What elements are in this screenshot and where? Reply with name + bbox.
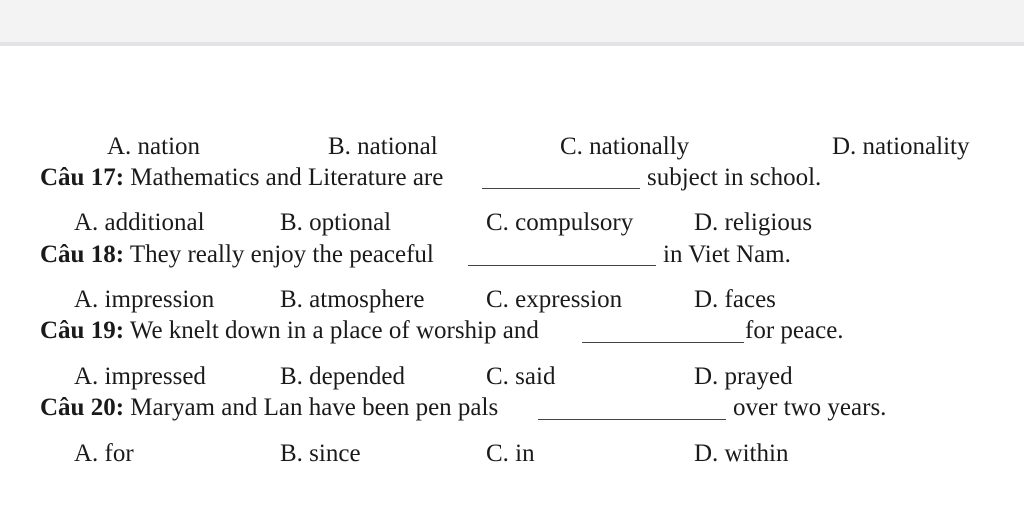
question-17-text-before: Mathematics and Literature are	[130, 164, 444, 191]
question-19-text-before: We knelt down in a place of worship and	[129, 317, 539, 344]
question-19-text-after: for peace.	[745, 317, 844, 344]
question-18-text-before: They really enjoy the peaceful	[129, 241, 434, 268]
answer-blank-17	[482, 188, 640, 189]
option-c: C. nationally	[560, 133, 690, 160]
option-b: B. since	[280, 440, 361, 467]
answer-blank-18	[468, 265, 656, 266]
question-18-label: Câu 18:	[40, 241, 125, 268]
option-a: A. impressed	[74, 363, 206, 390]
question-18	[40, 240, 434, 270]
question-17-text-after: subject in school.	[647, 164, 822, 191]
option-a: A. additional	[74, 209, 205, 236]
option-a: A. impression	[74, 286, 215, 313]
question-18-text-after: in Viet Nam.	[663, 241, 791, 268]
option-c: C. in	[486, 440, 535, 467]
option-b: B. optional	[280, 209, 392, 236]
option-c: C. expression	[486, 286, 623, 313]
question-17	[40, 163, 443, 193]
question-20-text-after: over two years.	[733, 394, 887, 421]
question-19-label: Câu 19:	[40, 317, 125, 344]
question-20-label: Câu 20:	[40, 394, 125, 421]
option-d: D. faces	[694, 286, 776, 313]
option-d: D. religious	[694, 209, 813, 236]
option-d: D. prayed	[694, 363, 793, 390]
question-20	[40, 393, 498, 423]
option-b: B. depended	[280, 363, 405, 390]
option-c: C. said	[486, 363, 556, 390]
question-19	[40, 316, 539, 346]
option-c: C. compulsory	[486, 209, 634, 236]
option-d: D. within	[694, 440, 789, 467]
option-a: A. for	[74, 440, 134, 467]
answer-blank-20	[538, 419, 726, 420]
option-a: A. nation	[107, 133, 201, 160]
option-b: B. national	[328, 133, 438, 160]
option-b: B. atmosphere	[280, 286, 425, 313]
question-17-label: Câu 17:	[40, 164, 125, 191]
answer-blank-19	[582, 342, 744, 343]
option-d: D. nationality	[832, 133, 970, 160]
question-20-text-before: Maryam and Lan have been pen pals	[130, 394, 499, 421]
